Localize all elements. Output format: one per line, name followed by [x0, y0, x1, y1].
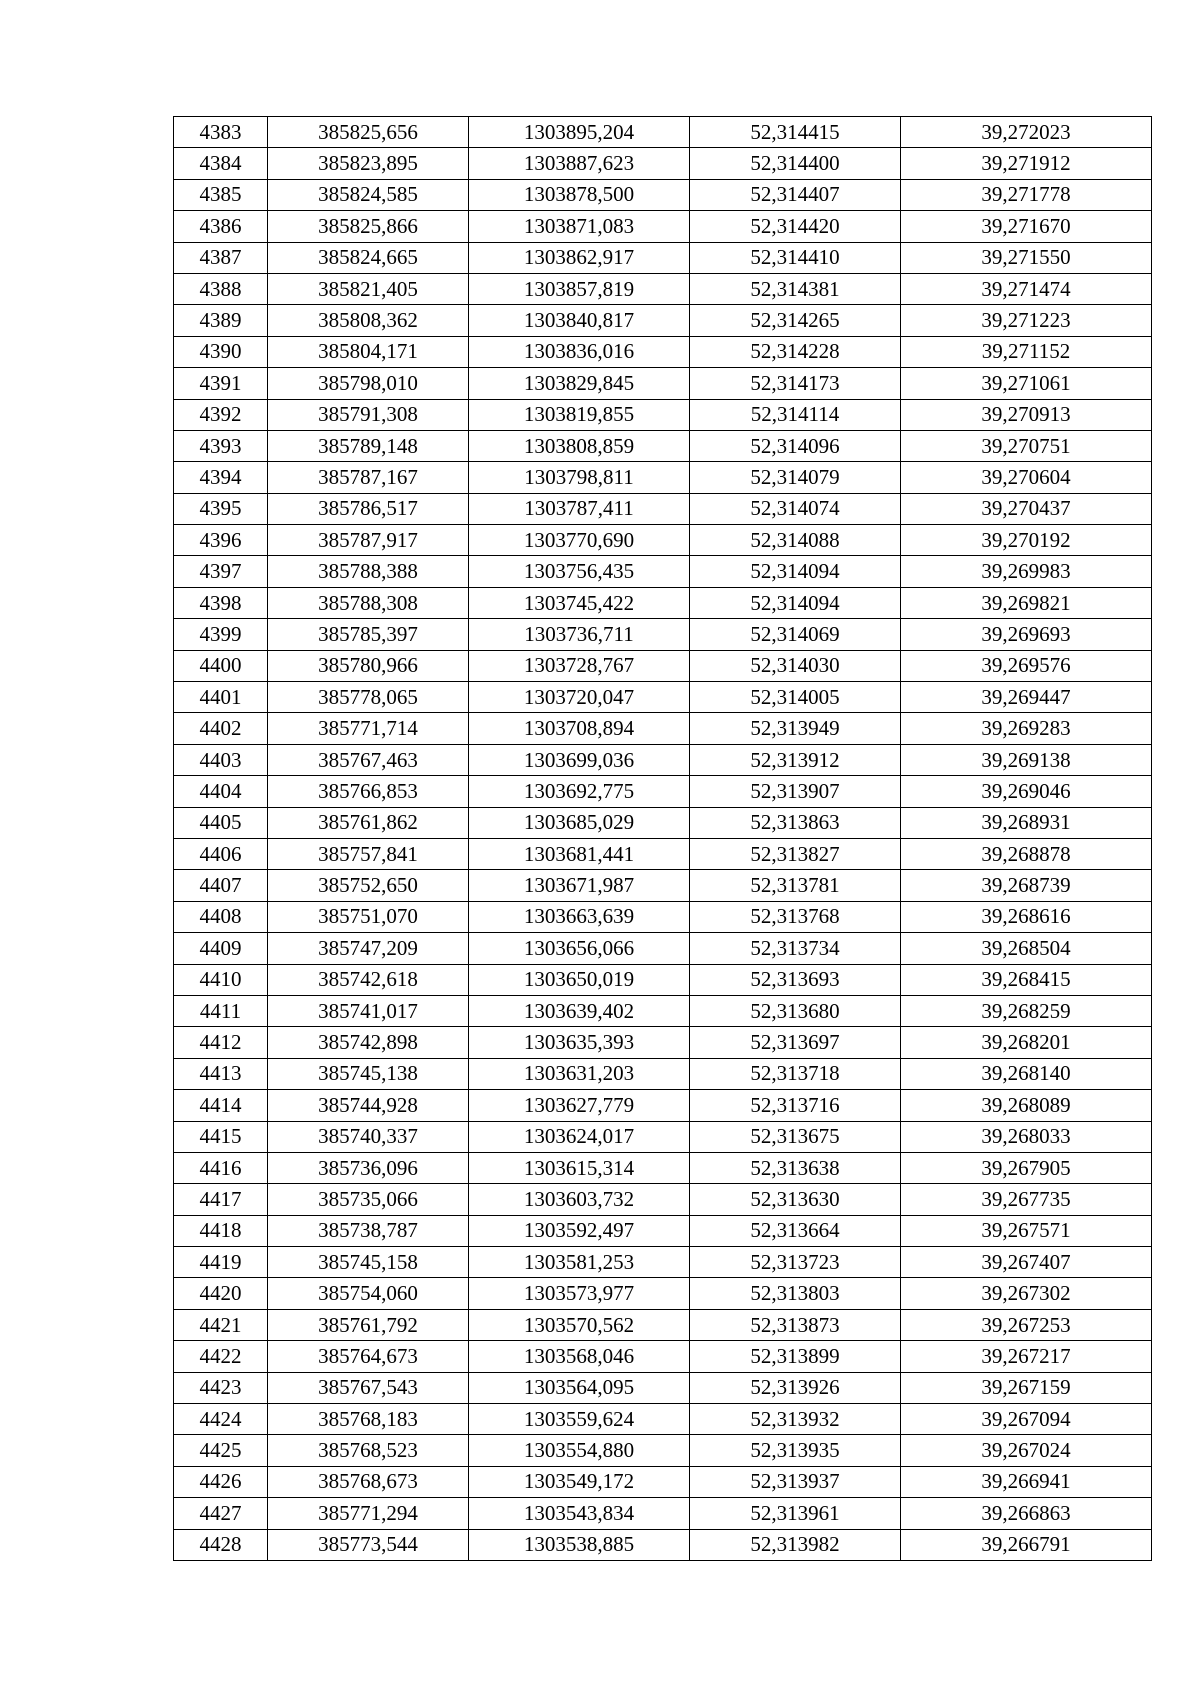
latitude-cell: 52,314079	[690, 462, 901, 493]
longitude-cell: 39,268504	[901, 933, 1152, 964]
y-coordinate-cell: 1303573,977	[469, 1278, 690, 1309]
table-row	[174, 995, 1152, 1026]
longitude-cell: 39,267571	[901, 1215, 1152, 1246]
y-coordinate-cell: 1303836,016	[469, 336, 690, 367]
longitude-cell: 39,268089	[901, 1090, 1152, 1121]
x-coordinate-cell: 385778,065	[268, 682, 469, 713]
y-coordinate-cell: 1303787,411	[469, 493, 690, 524]
table-row	[174, 1247, 1152, 1278]
table-row	[174, 273, 1152, 304]
x-coordinate-cell: 385798,010	[268, 368, 469, 399]
x-coordinate-cell: 385757,841	[268, 838, 469, 869]
longitude-cell: 39,271550	[901, 242, 1152, 273]
y-coordinate-cell: 1303692,775	[469, 776, 690, 807]
latitude-cell: 52,314074	[690, 493, 901, 524]
table-row	[174, 1121, 1152, 1152]
latitude-cell: 52,313873	[690, 1309, 901, 1340]
table-row	[174, 305, 1152, 336]
y-coordinate-cell: 1303699,036	[469, 744, 690, 775]
longitude-cell: 39,268259	[901, 995, 1152, 1026]
latitude-cell: 52,314410	[690, 242, 901, 273]
latitude-cell: 52,313638	[690, 1152, 901, 1183]
table-row	[174, 1435, 1152, 1466]
latitude-cell: 52,313734	[690, 933, 901, 964]
y-coordinate-cell: 1303862,917	[469, 242, 690, 273]
table-row	[174, 1152, 1152, 1183]
x-coordinate-cell: 385787,167	[268, 462, 469, 493]
longitude-cell: 39,267094	[901, 1404, 1152, 1435]
x-coordinate-cell: 385789,148	[268, 430, 469, 461]
point-number-cell: 4412	[174, 1027, 268, 1058]
x-coordinate-cell: 385786,517	[268, 493, 469, 524]
coordinates-table-body	[174, 117, 1152, 1561]
y-coordinate-cell: 1303808,859	[469, 430, 690, 461]
table-row	[174, 1372, 1152, 1403]
longitude-cell: 39,266863	[901, 1498, 1152, 1529]
latitude-cell: 52,313912	[690, 744, 901, 775]
x-coordinate-cell: 385773,544	[268, 1529, 469, 1560]
latitude-cell: 52,314114	[690, 399, 901, 430]
longitude-cell: 39,269138	[901, 744, 1152, 775]
x-coordinate-cell: 385824,585	[268, 179, 469, 210]
longitude-cell: 39,271061	[901, 368, 1152, 399]
x-coordinate-cell: 385768,523	[268, 1435, 469, 1466]
latitude-cell: 52,313937	[690, 1466, 901, 1497]
y-coordinate-cell: 1303581,253	[469, 1247, 690, 1278]
y-coordinate-cell: 1303770,690	[469, 525, 690, 556]
point-number-cell: 4387	[174, 242, 268, 273]
table-row	[174, 650, 1152, 681]
x-coordinate-cell: 385788,388	[268, 556, 469, 587]
longitude-cell: 39,268415	[901, 964, 1152, 995]
x-coordinate-cell: 385825,656	[268, 117, 469, 148]
coordinates-table	[173, 116, 1152, 1561]
x-coordinate-cell: 385771,714	[268, 713, 469, 744]
point-number-cell: 4401	[174, 682, 268, 713]
y-coordinate-cell: 1303543,834	[469, 1498, 690, 1529]
y-coordinate-cell: 1303635,393	[469, 1027, 690, 1058]
table-row	[174, 525, 1152, 556]
x-coordinate-cell: 385742,898	[268, 1027, 469, 1058]
longitude-cell: 39,271670	[901, 211, 1152, 242]
y-coordinate-cell: 1303559,624	[469, 1404, 690, 1435]
latitude-cell: 52,313899	[690, 1341, 901, 1372]
y-coordinate-cell: 1303895,204	[469, 117, 690, 148]
longitude-cell: 39,271474	[901, 273, 1152, 304]
point-number-cell: 4399	[174, 619, 268, 650]
x-coordinate-cell: 385742,618	[268, 964, 469, 995]
longitude-cell: 39,270751	[901, 430, 1152, 461]
y-coordinate-cell: 1303829,845	[469, 368, 690, 399]
point-number-cell: 4427	[174, 1498, 268, 1529]
point-number-cell: 4389	[174, 305, 268, 336]
point-number-cell: 4400	[174, 650, 268, 681]
point-number-cell: 4420	[174, 1278, 268, 1309]
latitude-cell: 52,314094	[690, 587, 901, 618]
y-coordinate-cell: 1303639,402	[469, 995, 690, 1026]
point-number-cell: 4424	[174, 1404, 268, 1435]
point-number-cell: 4423	[174, 1372, 268, 1403]
x-coordinate-cell: 385825,866	[268, 211, 469, 242]
point-number-cell: 4413	[174, 1058, 268, 1089]
longitude-cell: 39,266941	[901, 1466, 1152, 1497]
latitude-cell: 52,313768	[690, 901, 901, 932]
x-coordinate-cell: 385741,017	[268, 995, 469, 1026]
y-coordinate-cell: 1303650,019	[469, 964, 690, 995]
longitude-cell: 39,268140	[901, 1058, 1152, 1089]
table-row	[174, 1309, 1152, 1340]
table-row	[174, 838, 1152, 869]
y-coordinate-cell: 1303624,017	[469, 1121, 690, 1152]
y-coordinate-cell: 1303631,203	[469, 1058, 690, 1089]
point-number-cell: 4421	[174, 1309, 268, 1340]
latitude-cell: 52,314096	[690, 430, 901, 461]
longitude-cell: 39,268739	[901, 870, 1152, 901]
point-number-cell: 4406	[174, 838, 268, 869]
longitude-cell: 39,268931	[901, 807, 1152, 838]
table-row	[174, 807, 1152, 838]
point-number-cell: 4403	[174, 744, 268, 775]
y-coordinate-cell: 1303745,422	[469, 587, 690, 618]
latitude-cell: 52,313716	[690, 1090, 901, 1121]
x-coordinate-cell: 385745,138	[268, 1058, 469, 1089]
table-row	[174, 713, 1152, 744]
table-row	[174, 587, 1152, 618]
latitude-cell: 52,313949	[690, 713, 901, 744]
latitude-cell: 52,313907	[690, 776, 901, 807]
y-coordinate-cell: 1303756,435	[469, 556, 690, 587]
table-row	[174, 1404, 1152, 1435]
table-row	[174, 399, 1152, 430]
point-number-cell: 4426	[174, 1466, 268, 1497]
x-coordinate-cell: 385823,895	[268, 148, 469, 179]
longitude-cell: 39,269576	[901, 650, 1152, 681]
latitude-cell: 52,314094	[690, 556, 901, 587]
table-row	[174, 964, 1152, 995]
table-row	[174, 1466, 1152, 1497]
longitude-cell: 39,267253	[901, 1309, 1152, 1340]
point-number-cell: 4407	[174, 870, 268, 901]
longitude-cell: 39,267302	[901, 1278, 1152, 1309]
y-coordinate-cell: 1303538,885	[469, 1529, 690, 1560]
y-coordinate-cell: 1303554,880	[469, 1435, 690, 1466]
y-coordinate-cell: 1303871,083	[469, 211, 690, 242]
point-number-cell: 4392	[174, 399, 268, 430]
point-number-cell: 4414	[174, 1090, 268, 1121]
y-coordinate-cell: 1303671,987	[469, 870, 690, 901]
point-number-cell: 4409	[174, 933, 268, 964]
table-row	[174, 901, 1152, 932]
longitude-cell: 39,268878	[901, 838, 1152, 869]
point-number-cell: 4419	[174, 1247, 268, 1278]
longitude-cell: 39,272023	[901, 117, 1152, 148]
x-coordinate-cell: 385780,966	[268, 650, 469, 681]
y-coordinate-cell: 1303627,779	[469, 1090, 690, 1121]
x-coordinate-cell: 385751,070	[268, 901, 469, 932]
y-coordinate-cell: 1303720,047	[469, 682, 690, 713]
y-coordinate-cell: 1303603,732	[469, 1184, 690, 1215]
y-coordinate-cell: 1303592,497	[469, 1215, 690, 1246]
table-row	[174, 336, 1152, 367]
y-coordinate-cell: 1303656,066	[469, 933, 690, 964]
y-coordinate-cell: 1303840,817	[469, 305, 690, 336]
point-number-cell: 4398	[174, 587, 268, 618]
longitude-cell: 39,267407	[901, 1247, 1152, 1278]
latitude-cell: 52,313961	[690, 1498, 901, 1529]
latitude-cell: 52,314381	[690, 273, 901, 304]
point-number-cell: 4397	[174, 556, 268, 587]
x-coordinate-cell: 385787,917	[268, 525, 469, 556]
y-coordinate-cell: 1303798,811	[469, 462, 690, 493]
y-coordinate-cell: 1303857,819	[469, 273, 690, 304]
y-coordinate-cell: 1303878,500	[469, 179, 690, 210]
x-coordinate-cell: 385764,673	[268, 1341, 469, 1372]
y-coordinate-cell: 1303570,562	[469, 1309, 690, 1340]
point-number-cell: 4408	[174, 901, 268, 932]
table-row	[174, 117, 1152, 148]
table-row	[174, 368, 1152, 399]
y-coordinate-cell: 1303728,767	[469, 650, 690, 681]
longitude-cell: 39,270913	[901, 399, 1152, 430]
longitude-cell: 39,267024	[901, 1435, 1152, 1466]
longitude-cell: 39,271912	[901, 148, 1152, 179]
x-coordinate-cell: 385736,096	[268, 1152, 469, 1183]
longitude-cell: 39,270437	[901, 493, 1152, 524]
x-coordinate-cell: 385761,862	[268, 807, 469, 838]
longitude-cell: 39,267735	[901, 1184, 1152, 1215]
longitude-cell: 39,269983	[901, 556, 1152, 587]
table-row	[174, 619, 1152, 650]
latitude-cell: 52,313693	[690, 964, 901, 995]
latitude-cell: 52,313863	[690, 807, 901, 838]
latitude-cell: 52,314173	[690, 368, 901, 399]
x-coordinate-cell: 385768,183	[268, 1404, 469, 1435]
point-number-cell: 4393	[174, 430, 268, 461]
point-number-cell: 4383	[174, 117, 268, 148]
latitude-cell: 52,313675	[690, 1121, 901, 1152]
x-coordinate-cell: 385735,066	[268, 1184, 469, 1215]
point-number-cell: 4404	[174, 776, 268, 807]
x-coordinate-cell: 385788,308	[268, 587, 469, 618]
point-number-cell: 4425	[174, 1435, 268, 1466]
longitude-cell: 39,269821	[901, 587, 1152, 618]
latitude-cell: 52,313982	[690, 1529, 901, 1560]
table-row	[174, 933, 1152, 964]
table-row	[174, 462, 1152, 493]
longitude-cell: 39,268033	[901, 1121, 1152, 1152]
latitude-cell: 52,313630	[690, 1184, 901, 1215]
latitude-cell: 52,314415	[690, 117, 901, 148]
latitude-cell: 52,313664	[690, 1215, 901, 1246]
point-number-cell: 4391	[174, 368, 268, 399]
latitude-cell: 52,313803	[690, 1278, 901, 1309]
longitude-cell: 39,267217	[901, 1341, 1152, 1372]
longitude-cell: 39,271778	[901, 179, 1152, 210]
point-number-cell: 4396	[174, 525, 268, 556]
x-coordinate-cell: 385768,673	[268, 1466, 469, 1497]
point-number-cell: 4410	[174, 964, 268, 995]
point-number-cell: 4394	[174, 462, 268, 493]
latitude-cell: 52,314030	[690, 650, 901, 681]
x-coordinate-cell: 385821,405	[268, 273, 469, 304]
y-coordinate-cell: 1303568,046	[469, 1341, 690, 1372]
longitude-cell: 39,269447	[901, 682, 1152, 713]
x-coordinate-cell: 385804,171	[268, 336, 469, 367]
table-row	[174, 148, 1152, 179]
y-coordinate-cell: 1303736,711	[469, 619, 690, 650]
latitude-cell: 52,313926	[690, 1372, 901, 1403]
latitude-cell: 52,314228	[690, 336, 901, 367]
x-coordinate-cell: 385740,337	[268, 1121, 469, 1152]
x-coordinate-cell: 385766,853	[268, 776, 469, 807]
table-row	[174, 211, 1152, 242]
point-number-cell: 4428	[174, 1529, 268, 1560]
x-coordinate-cell: 385761,792	[268, 1309, 469, 1340]
x-coordinate-cell: 385754,060	[268, 1278, 469, 1309]
latitude-cell: 52,314088	[690, 525, 901, 556]
latitude-cell: 52,313697	[690, 1027, 901, 1058]
x-coordinate-cell: 385745,158	[268, 1247, 469, 1278]
table-row	[174, 493, 1152, 524]
longitude-cell: 39,267159	[901, 1372, 1152, 1403]
table-row	[174, 744, 1152, 775]
point-number-cell: 4411	[174, 995, 268, 1026]
longitude-cell: 39,269693	[901, 619, 1152, 650]
x-coordinate-cell: 385747,209	[268, 933, 469, 964]
table-row	[174, 1498, 1152, 1529]
longitude-cell: 39,270192	[901, 525, 1152, 556]
latitude-cell: 52,314400	[690, 148, 901, 179]
latitude-cell: 52,314005	[690, 682, 901, 713]
table-row	[174, 1027, 1152, 1058]
y-coordinate-cell: 1303615,314	[469, 1152, 690, 1183]
point-number-cell: 4422	[174, 1341, 268, 1372]
point-number-cell: 4384	[174, 148, 268, 179]
longitude-cell: 39,267905	[901, 1152, 1152, 1183]
table-row	[174, 242, 1152, 273]
point-number-cell: 4386	[174, 211, 268, 242]
x-coordinate-cell: 385824,665	[268, 242, 469, 273]
y-coordinate-cell: 1303708,894	[469, 713, 690, 744]
latitude-cell: 52,313723	[690, 1247, 901, 1278]
point-number-cell: 4417	[174, 1184, 268, 1215]
y-coordinate-cell: 1303681,441	[469, 838, 690, 869]
x-coordinate-cell: 385744,928	[268, 1090, 469, 1121]
x-coordinate-cell: 385767,463	[268, 744, 469, 775]
longitude-cell: 39,269046	[901, 776, 1152, 807]
latitude-cell: 52,313718	[690, 1058, 901, 1089]
table-row	[174, 1215, 1152, 1246]
table-row	[174, 179, 1152, 210]
latitude-cell: 52,313680	[690, 995, 901, 1026]
table-row	[174, 682, 1152, 713]
y-coordinate-cell: 1303663,639	[469, 901, 690, 932]
longitude-cell: 39,266791	[901, 1529, 1152, 1560]
latitude-cell: 52,314420	[690, 211, 901, 242]
point-number-cell: 4402	[174, 713, 268, 744]
table-row	[174, 1529, 1152, 1560]
table-row	[174, 1278, 1152, 1309]
point-number-cell: 4418	[174, 1215, 268, 1246]
table-row	[174, 556, 1152, 587]
point-number-cell: 4385	[174, 179, 268, 210]
latitude-cell: 52,313827	[690, 838, 901, 869]
longitude-cell: 39,270604	[901, 462, 1152, 493]
latitude-cell: 52,313781	[690, 870, 901, 901]
longitude-cell: 39,269283	[901, 713, 1152, 744]
latitude-cell: 52,314265	[690, 305, 901, 336]
longitude-cell: 39,271223	[901, 305, 1152, 336]
y-coordinate-cell: 1303564,095	[469, 1372, 690, 1403]
longitude-cell: 39,268616	[901, 901, 1152, 932]
x-coordinate-cell: 385767,543	[268, 1372, 469, 1403]
latitude-cell: 52,313935	[690, 1435, 901, 1466]
longitude-cell: 39,271152	[901, 336, 1152, 367]
x-coordinate-cell: 385738,787	[268, 1215, 469, 1246]
table-row	[174, 776, 1152, 807]
table-row	[174, 1341, 1152, 1372]
y-coordinate-cell: 1303819,855	[469, 399, 690, 430]
y-coordinate-cell: 1303887,623	[469, 148, 690, 179]
point-number-cell: 4390	[174, 336, 268, 367]
x-coordinate-cell: 385785,397	[268, 619, 469, 650]
table-row	[174, 430, 1152, 461]
y-coordinate-cell: 1303549,172	[469, 1466, 690, 1497]
latitude-cell: 52,314407	[690, 179, 901, 210]
point-number-cell: 4388	[174, 273, 268, 304]
y-coordinate-cell: 1303685,029	[469, 807, 690, 838]
latitude-cell: 52,313932	[690, 1404, 901, 1435]
table-row	[174, 1058, 1152, 1089]
point-number-cell: 4395	[174, 493, 268, 524]
point-number-cell: 4415	[174, 1121, 268, 1152]
table-row	[174, 1090, 1152, 1121]
latitude-cell: 52,314069	[690, 619, 901, 650]
point-number-cell: 4416	[174, 1152, 268, 1183]
point-number-cell: 4405	[174, 807, 268, 838]
table-row	[174, 1184, 1152, 1215]
x-coordinate-cell: 385808,362	[268, 305, 469, 336]
x-coordinate-cell: 385752,650	[268, 870, 469, 901]
longitude-cell: 39,268201	[901, 1027, 1152, 1058]
x-coordinate-cell: 385771,294	[268, 1498, 469, 1529]
x-coordinate-cell: 385791,308	[268, 399, 469, 430]
table-row	[174, 870, 1152, 901]
